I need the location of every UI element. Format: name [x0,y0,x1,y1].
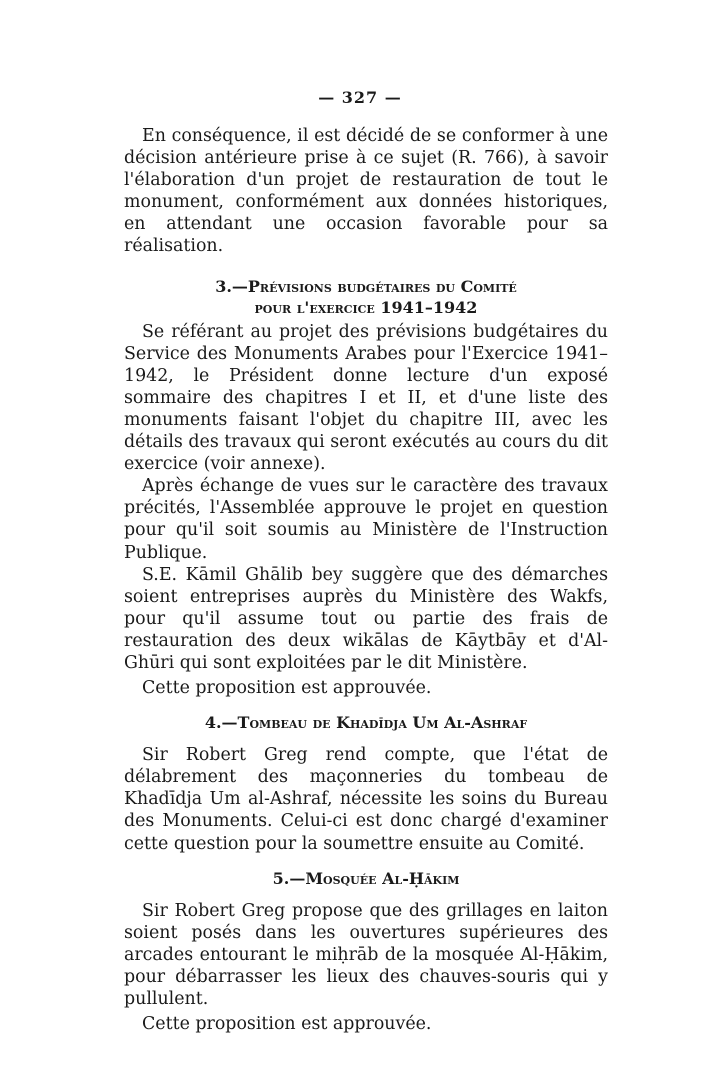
paragraph-consequence: En conséquence, il est décidé de se conformer à une décision antérieure prise à ce sujet (R. 766), à savoir l'élaboration d'un projet de restauration de tout le monument, conformément aux données historiques, en attendant une occasion favorable pour sa réalisation. [124,126,608,257]
paragraph-budget: Se référant au projet des prévisions budgétaires du Service des Monuments Arabes pour l'Exercice 1941–1942, le Président donne lecture d'un exposé sommaire des chapitres I et II, et d'une liste des monuments faisant l'objet du chapitre III, avec les détails des travaux qui seront exécutés au cours du dit exercice (voir annexe). [124,321,608,475]
section-heading-3-line-1: 3.—Prévisions budgétaires du Comité [215,276,517,296]
section-heading-4: 4.—Tombeau de Khadīdja Um Al-Ashraf [204,713,528,733]
section-heading-3-line-2: pour l'exercice 1941–1942 [254,297,478,317]
paragraph-wakfs: S.E. Kāmil Ghālib bey suggère que des démarches soient entreprises auprès du Ministère des Wakfs, pour qu'il assume tout ou partie des frais de restauration des deux wikālas de Kāytbāy et d'Al-Ghūri qui sont exploitées par le dit Ministère. [124,564,608,673]
section-heading-5: 5.—Mosquée Al-Ḥākim [272,868,460,888]
paragraph-mosque: Sir Robert Greg propose que des grillages en laiton soient posés dans les ouvertures supérieures des arcades entourant le miḥrāb de la mosquée Al-Ḥākim, pour débarrasser les lieux des chauves-souris qui y pullulent. [124,900,608,1009]
page-body [124,125,608,1035]
page-number: — 327 — [318,88,402,107]
paragraph-proposition-approved-2: Cette proposition est approuvée. [142,1014,432,1035]
paragraph-proposition-approved-1: Cette proposition est approuvée. [142,678,432,699]
paragraph-approval: Après échange de vues sur le caractère des travaux précités, l'Assemblée approuve le projet en question pour qu'il soit soumis au Ministère de l'Instruction Publique. [124,476,608,563]
paragraph-tomb: Sir Robert Greg rend compte, que l'état de délabrement des maçonneries du tombeau de Khadīdja Um al-Ashraf, nécessite les soins du Bureau des Monuments. Celui-ci est donc chargé d'examiner cette question pour la soumettre ensuite au Comité. [124,745,608,854]
section-heading-3 [124,276,608,318]
